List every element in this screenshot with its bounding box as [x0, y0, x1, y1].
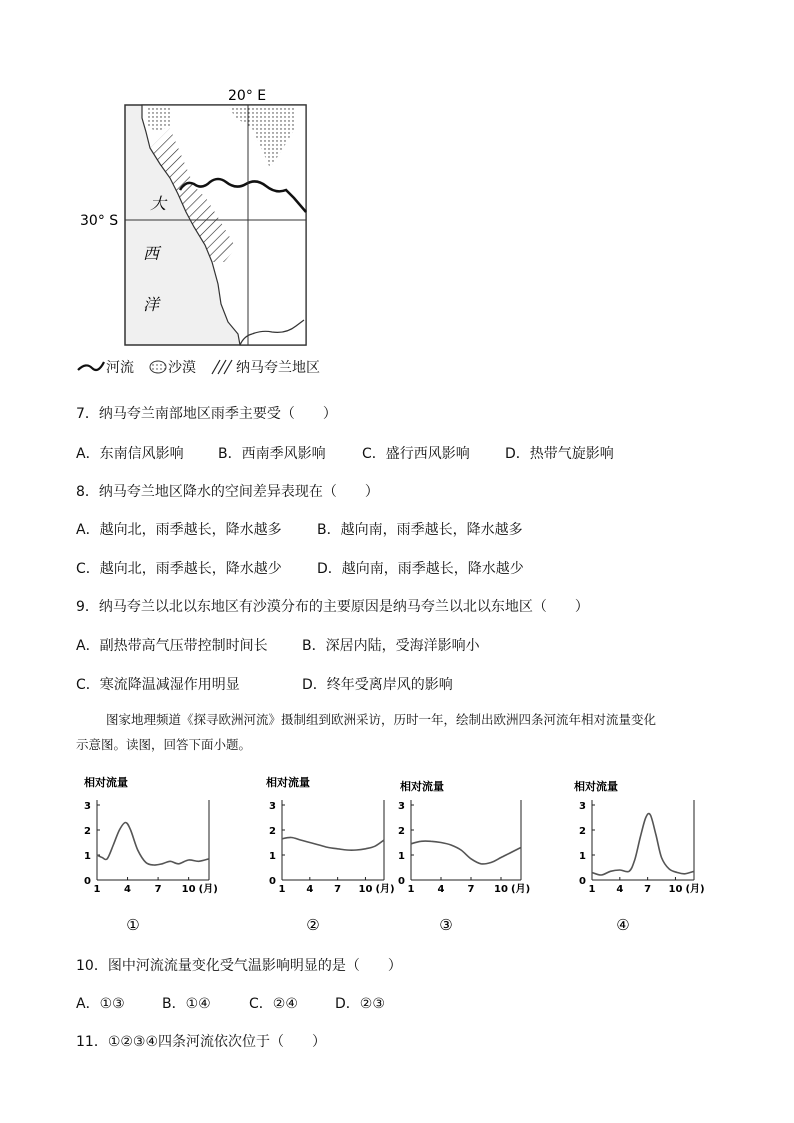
question-10-stem: 10．图中河流流量变化受气温影响明显的是（ ） — [76, 958, 402, 974]
chart4-ytick-label-1: 1 — [579, 851, 586, 862]
chart4-flow-line — [592, 814, 694, 875]
chart2-xtick-label-7: 7 — [334, 884, 342, 895]
legend-desert-icon — [150, 361, 166, 373]
chart3-xtick-label-4: 4 — [437, 884, 445, 895]
chart1-x-unit: (月) — [198, 884, 218, 895]
q10-option-a[interactable]: A．①③ — [76, 996, 125, 1012]
q8-option-c[interactable]: C．越向北，雨季越长，降水越少 — [76, 561, 282, 577]
legend-desert-label: 沙漠 — [168, 360, 196, 376]
chart3-ytick-label-1: 1 — [398, 851, 405, 862]
q7-option-d[interactable]: D．热带气旋影响 — [505, 446, 614, 462]
ocean-char-1: 大 — [150, 194, 167, 213]
ocean-char-3: 洋 — [143, 295, 160, 314]
lat-label: 30° S — [80, 213, 119, 229]
legend-hatch-icon — [212, 360, 232, 374]
legend-river-icon — [78, 362, 104, 370]
chart2-x-unit: (月) — [375, 884, 395, 895]
q7-option-b[interactable]: B．西南季风影响 — [218, 446, 326, 462]
q10-option-b[interactable]: B．①④ — [162, 996, 211, 1012]
chart4-ytick-label-2: 2 — [579, 826, 586, 837]
q7-option-a[interactable]: A．东南信风影响 — [76, 446, 184, 462]
chart4-xtick-label-7: 7 — [644, 884, 652, 895]
chart4-ytick-label-0: 0 — [579, 876, 586, 887]
question-9-stem: 9．纳马夸兰以北以东地区有沙漠分布的主要原因是纳马夸兰以北以东地区（ ） — [76, 599, 589, 615]
chart4-caption: ④ — [616, 916, 630, 934]
chart2-xtick-label-4: 4 — [306, 884, 314, 895]
chart3-x-unit: (月) — [511, 884, 531, 895]
chart4-xtick-label-4: 4 — [616, 884, 624, 895]
chart4-xtick-label-10: 10 — [668, 884, 683, 895]
chart2-caption: ② — [306, 916, 320, 934]
chart3-ytick-label-0: 0 — [398, 876, 405, 887]
chart1-xtick-label-7: 7 — [154, 884, 162, 895]
ocean-char-2: 西 — [143, 244, 160, 263]
q7-option-c[interactable]: C．盛行西风影响 — [362, 446, 470, 462]
chart1-flow-line — [97, 823, 209, 866]
chart3-xtick-label-1: 1 — [407, 884, 415, 895]
chart1-ytick-label-2: 2 — [84, 826, 91, 837]
q10-option-c[interactable]: C．②④ — [249, 996, 298, 1012]
legend-river-label: 河流 — [106, 360, 134, 376]
chart1-xtick-label-10: 10 — [181, 884, 196, 895]
chart3-xtick-label-10: 10 — [494, 884, 508, 895]
q8-option-d[interactable]: D．越向南，雨季越长，降水越少 — [317, 561, 524, 577]
q9-option-c[interactable]: C．寒流降温减湿作用明显 — [76, 677, 240, 693]
chart1-ytick-label-3: 3 — [84, 801, 91, 812]
chart1-ylabel: 相对流量 — [84, 776, 128, 789]
chart4-xtick-label-1: 1 — [588, 884, 596, 895]
river-flow-charts — [0, 770, 794, 940]
lon-label: 20° E — [228, 88, 267, 104]
chart1-xtick-label-1: 1 — [93, 884, 101, 895]
chart2-ylabel: 相对流量 — [266, 776, 310, 789]
chart4-ylabel: 相对流量 — [574, 780, 618, 793]
chart2-xtick-label-10: 10 — [358, 884, 373, 895]
chart1-ytick-label-0: 0 — [84, 876, 91, 887]
question-11-stem: 11．①②③④四条河流依次位于（ ） — [76, 1034, 327, 1050]
chart3-caption: ③ — [439, 916, 453, 934]
chart3-flow-line — [411, 841, 521, 864]
chart4-ytick-label-3: 3 — [579, 801, 586, 812]
chart3-ytick-label-3: 3 — [398, 801, 405, 812]
q10-option-d[interactable]: D．②③ — [335, 996, 385, 1012]
namaqualand-map — [0, 0, 794, 390]
q9-option-b[interactable]: B．深居内陆，受海洋影响小 — [302, 638, 480, 654]
chart1-xtick-label-4: 4 — [124, 884, 132, 895]
q8-option-a[interactable]: A．越向北，雨季越长，降水越多 — [76, 522, 282, 538]
chart2-flow-line — [282, 837, 384, 850]
chart3-ytick-label-2: 2 — [398, 826, 405, 837]
chart2-ytick-label-0: 0 — [269, 876, 276, 887]
chart2-ytick-label-1: 1 — [269, 851, 276, 862]
intro-line-2: 示意图。读图，回答下面小题。 — [76, 737, 252, 752]
chart4-x-unit: (月) — [685, 884, 705, 895]
chart1-ytick-label-1: 1 — [84, 851, 91, 862]
chart1-caption: ① — [126, 916, 140, 934]
chart2-ytick-label-3: 3 — [269, 801, 276, 812]
question-8-stem: 8．纳马夸兰地区降水的空间差异表现在（ ） — [76, 484, 379, 500]
chart2-ytick-label-2: 2 — [269, 826, 276, 837]
q9-option-d[interactable]: D．终年受离岸风的影响 — [302, 677, 453, 693]
q9-option-a[interactable]: A．副热带高气压带控制时间长 — [76, 638, 268, 654]
chart2-xtick-label-1: 1 — [278, 884, 286, 895]
q8-option-b[interactable]: B．越向南，雨季越长，降水越多 — [317, 522, 523, 538]
legend-namaqualand-label: 纳马夸兰地区 — [236, 360, 320, 376]
question-7-stem: 7．纳马夸兰南部地区雨季主要受（ ） — [76, 406, 337, 422]
chart3-ylabel: 相对流量 — [400, 780, 444, 793]
intro-line-1: 图家地理频道《探寻欧洲河流》摄制组到欧洲采访，历时一年，绘制出欧洲四条河流年相对流量变化 — [106, 712, 657, 727]
chart3-xtick-label-7: 7 — [467, 884, 475, 895]
